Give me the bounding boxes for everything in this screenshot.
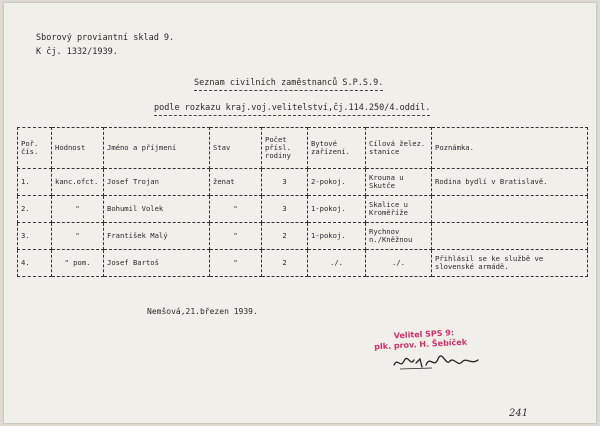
table-cell: "	[210, 196, 262, 223]
table-cell: 2.	[18, 196, 52, 223]
table-cell: Skalice u Kroměříže	[366, 196, 432, 223]
employee-table	[17, 127, 588, 277]
table-cell: ./.	[308, 250, 366, 277]
commander-stamp	[374, 328, 468, 353]
table-cell: Přihlásil se ke službě ve slovenské armádě.	[432, 250, 588, 277]
stamp-line-name: plk. prov. H. Šebíček	[374, 337, 468, 352]
table-cell: 3	[262, 196, 308, 223]
table-cell: 3.	[18, 223, 52, 250]
table-cell: "	[210, 223, 262, 250]
table-cell: " pom.	[52, 250, 104, 277]
header-cell: Stav	[210, 128, 262, 169]
table-cell: "	[52, 223, 104, 250]
table-cell: Krouna u Skutče	[366, 169, 432, 196]
header-cell: Cílová želez. stanice	[366, 128, 432, 169]
table-cell: Josef Bartoš	[104, 250, 210, 277]
table-cell: ženat	[210, 169, 262, 196]
header-cell: Jméno a příjmení	[104, 128, 210, 169]
place-date: Nemšová,21.březen 1939.	[147, 307, 258, 316]
document-page	[4, 3, 596, 423]
table-row	[18, 169, 588, 196]
table-cell: 1-pokoj.	[308, 223, 366, 250]
table-cell: 3	[262, 169, 308, 196]
table-cell: 2-pokoj.	[308, 169, 366, 196]
table-cell: 4.	[18, 250, 52, 277]
table-cell: Rychnov n./Kněžnou	[366, 223, 432, 250]
table-cell: 2	[262, 223, 308, 250]
table-row	[18, 250, 588, 277]
header-cell: Bytové zařízení.	[308, 128, 366, 169]
header-cell: Počet přísl. rodiny	[262, 128, 308, 169]
table-header-row	[18, 128, 588, 169]
table-cell: 2	[262, 250, 308, 277]
table-cell: Rodina bydlí v Bratislavě.	[432, 169, 588, 196]
stamp-line-title: Velitel SPS 9:	[393, 328, 455, 341]
table-cell: 1-pokoj.	[308, 196, 366, 223]
table-cell: Bohumil Volek	[104, 196, 210, 223]
table-row	[18, 196, 588, 223]
table-cell: 1.	[18, 169, 52, 196]
table-cell: ./.	[366, 250, 432, 277]
header-cell: Hodnost	[52, 128, 104, 169]
table-cell: "	[52, 196, 104, 223]
page-number: 241	[509, 408, 529, 419]
document-subtitle: podle rozkazu kraj.voj.velitelství,čj.114.250/4.oddíl.	[154, 103, 430, 116]
handwritten-signature	[392, 351, 482, 373]
table-row	[18, 223, 588, 250]
document-title: Seznam civilních zaměstnanců S.P.S.9.	[194, 78, 383, 91]
table-cell: "	[210, 250, 262, 277]
table-cell: kanc.ofct.	[52, 169, 104, 196]
table-cell	[432, 223, 588, 250]
header-cell: Poznámka.	[432, 128, 588, 169]
header-unit: Sborový proviantní sklad 9.	[36, 33, 175, 43]
table-cell	[432, 196, 588, 223]
table-cell: Josef Trojan	[104, 169, 210, 196]
table-cell: František Malý	[104, 223, 210, 250]
header-cell: Poř. čís.	[18, 128, 52, 169]
header-reference: K čj. 1332/1939.	[36, 47, 118, 57]
